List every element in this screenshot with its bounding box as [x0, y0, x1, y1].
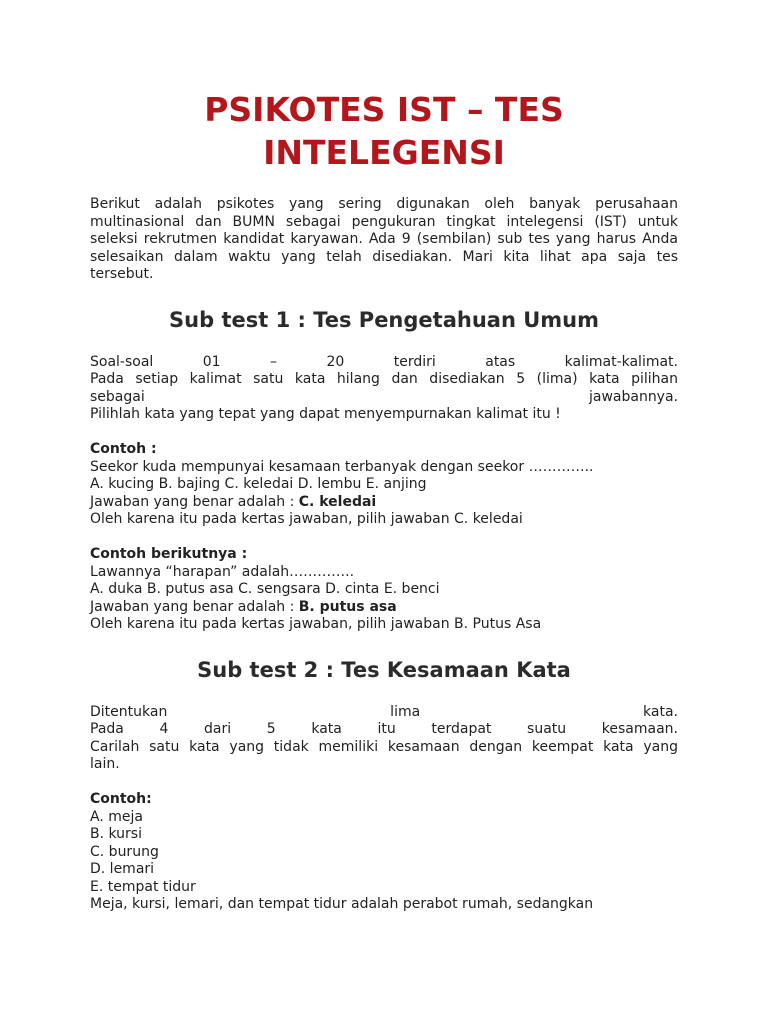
example-option: E. tempat tidur	[90, 878, 196, 895]
example-option: B. kursi	[90, 826, 142, 842]
example-question: Seekor kuda mempunyai kesamaan terbanyak dengan seekor …………..	[90, 458, 594, 475]
intro-paragraph: Berikut adalah psikotes yang sering digunakan oleh banyak perusahaan multinasional dan BUMN sebagai pengukuran tingkat intelegensi (IST) untuk seleksi rekrutmen kandidat karyawan. Ada 9 (sembilan) sub tes yang harus Anda selesaikan dalam waktu yang telah disediakan. Mari kita lihat apa saja tes tersebut.	[90, 196, 678, 282]
subtest-1-heading: Sub test 1 : Tes Pengetahuan Umum	[169, 307, 599, 332]
example-question: Lawannya “harapan” adalah…………..	[90, 563, 355, 580]
subtest-1-description	[90, 354, 678, 424]
answer-prefix: Jawaban yang benar adalah :	[90, 598, 299, 615]
subtest-1-desc-line: Pada setiap kalimat satu kata hilang dan disediakan 5 (lima) kata pilihan	[90, 371, 678, 387]
subtest-1-desc-line: Soal-soal 01 – 20 terdiri atas kalimat-kalimat.	[90, 353, 678, 370]
answer-value: B. putus asa	[298, 598, 397, 615]
subtest-2-desc-line: lain.	[90, 756, 120, 772]
example-label: Contoh:	[90, 791, 152, 807]
answer-value: C. keledai	[298, 493, 377, 510]
example-options: A. duka B. putus asa C. sengsara D. cinta E. benci	[90, 581, 440, 597]
subtest-1-example-2	[90, 546, 678, 634]
subtest-1-desc-line: Pilihlah kata yang tepat yang dapat menyempurnakan kalimat itu !	[90, 406, 561, 422]
example-explanation: Meja, kursi, lemari, dan tempat tidur adalah perabot rumah, sedangkan	[90, 896, 594, 912]
subtest-2-heading: Sub test 2 : Tes Kesamaan Kata	[197, 657, 571, 682]
example-label: Contoh berikutnya :	[90, 546, 248, 562]
answer-prefix: Jawaban yang benar adalah :	[90, 493, 299, 510]
example-explanation: Oleh karena itu pada kertas jawaban, pilih jawaban C. keledai	[90, 511, 523, 527]
page-title-line-2: INTELEGENSI	[263, 133, 505, 172]
example-answer-line	[90, 494, 678, 512]
subtest-1-example-1	[90, 441, 678, 529]
page-title-line-1: PSIKOTES IST – TES	[204, 90, 564, 129]
example-options: A. kucing B. bajing C. keledai D. lembu E. anjing	[90, 476, 427, 492]
example-option: A. meja	[90, 808, 143, 825]
example-explanation: Oleh karena itu pada kertas jawaban, pilih jawaban B. Putus Asa	[90, 616, 542, 632]
page-title	[90, 88, 678, 174]
subtest-2-desc-line: Pada 4 dari 5 kata itu terdapat suatu kesamaan.	[90, 721, 678, 737]
example-label: Contoh :	[90, 441, 157, 457]
subtest-2-example	[90, 791, 678, 914]
example-option: C. burung	[90, 843, 159, 860]
subtest-1-desc-line: sebagai jawabannya.	[90, 388, 678, 405]
example-option: D. lemari	[90, 861, 155, 877]
example-answer-line	[90, 599, 678, 617]
subtest-2-desc-line: Carilah satu kata yang tidak memiliki kesamaan dengan keempat kata yang	[90, 738, 678, 755]
subtest-2-description	[90, 704, 678, 774]
subtest-2-desc-line: Ditentukan lima kata.	[90, 703, 678, 720]
